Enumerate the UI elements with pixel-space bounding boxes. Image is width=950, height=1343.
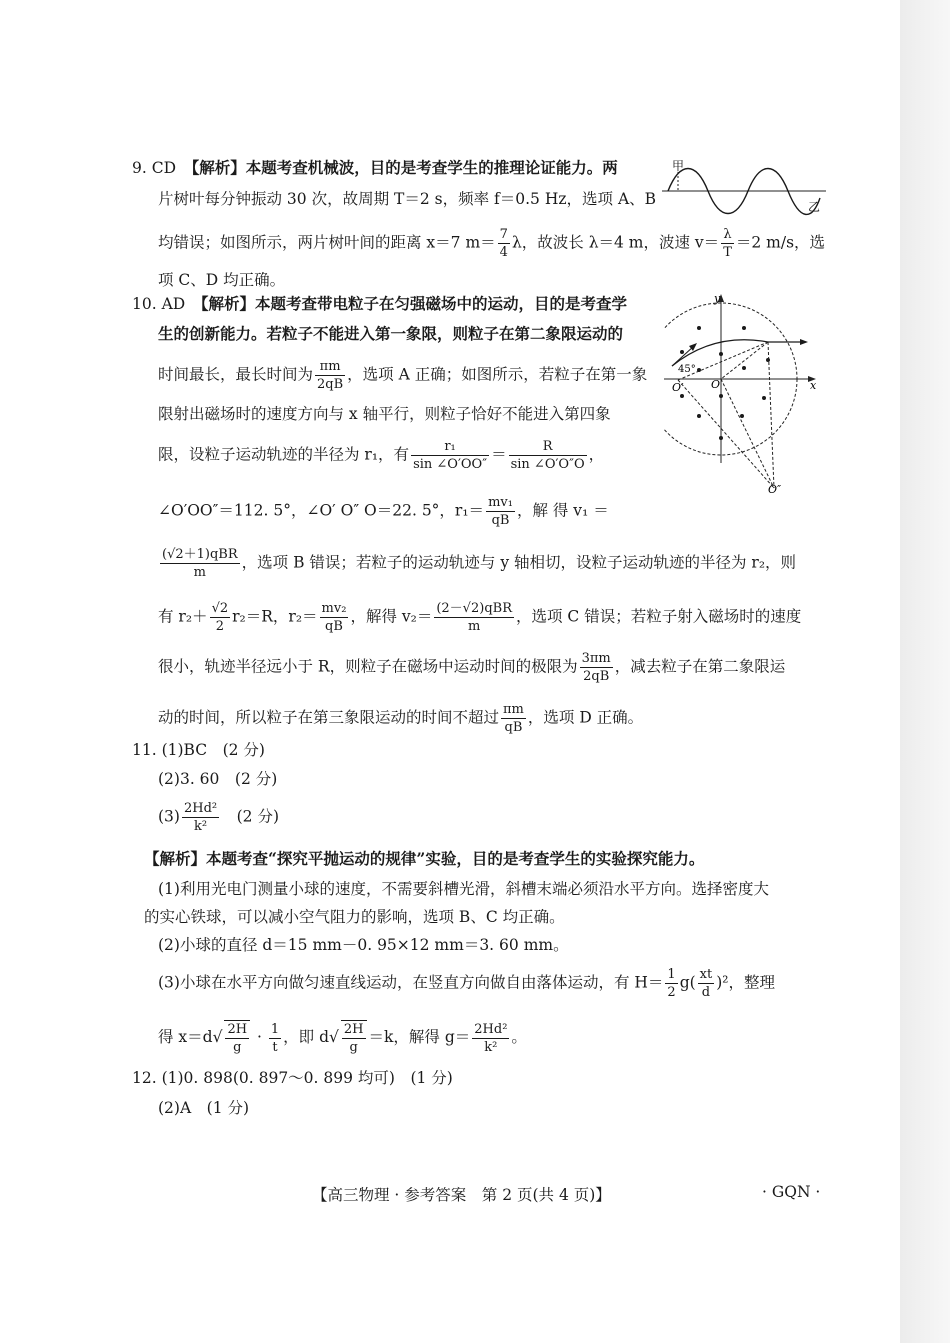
label-angle: 45° [678,364,696,375]
q10-line-9: 很小，轨迹半径远小于 R，则粒子在磁场中运动时间的极限为 $\frac{3\pi m}{2qB}$ ，减去粒子在第二象限运 [158,651,786,684]
center-line-1 [678,380,774,488]
fraction: (√2＋1)qBR m [162,547,238,580]
label-o-prime: O′ [672,381,684,394]
fraction: $\frac{7}{4}$ [499,227,508,260]
fraction: $\frac{\text{2Hd²}}{\text{k²}}$ [183,801,218,834]
page-edge-shadow [900,0,950,1343]
fraction: $\frac{R}{\sin \angle O'O''O}$ [510,439,585,472]
exit-velocity-arrow [800,339,808,345]
label-y: y [714,292,721,305]
q9-line-1: 9. CD 【解析】本题考查机械波，目的是考查学生的推理论证能力。两 [132,158,618,177]
fraction: $\frac{\pi m}{qB}$ [503,702,524,735]
q10-line-10: 动的时间，所以粒子在第三象限运动的时间不超过 $\frac{\pi m}{qB}$ ，选项 D 正确。 [158,702,644,735]
q10-line-8: 有 r₂＋ $\frac{√2}{2}$ r₂＝R，r₂＝ $\frac{\text{mv₂}}{qB}$ ，解得 v₂＝ (2－√2)qBR m ，选项 C 错误；若粒子射入磁场时的速度 [158,601,802,634]
fraction: $\frac{3\pi m}{2qB}$ [581,651,611,684]
page-footer: 【高三物理 · 参考答案 第 2 页(共 4 页)】 [312,1186,611,1204]
q10-line-5: 限，设粒子运动轨迹的半径为 r₁，有 $\frac{\text{r₁}}{\sin \angle O'OO''}$ ＝ $\frac{R}{\sin \angle O'O''O}$ ， [158,439,605,472]
magnetic-field-figure [664,288,824,503]
fraction: $\frac{xt}{d}$ [699,967,713,1000]
fraction: $\frac{\text{2Hd²}}{\text{k²}}$ [474,1021,508,1055]
field-dot [719,436,723,440]
fraction: $\frac{\text{mv₂}}{qB}$ [321,601,347,634]
fraction: (2－√2)qBR m [436,601,512,634]
center-line-2 [721,379,774,488]
q12-answer-1: 12. (1)0. 898(0. 897～0. 899 均可) (1 分) [132,1069,453,1087]
q11-answer-1: 11. (1)BC (2 分) [132,741,265,759]
q9-line-2: 片树叶每分钟振动 30 次，故周期 T＝2 s，频率 f＝0.5 Hz，选项 A、B [158,190,657,208]
label-jia: 甲 [672,159,685,173]
q10-line-2: 生的创新能力。若粒子不能进入第一象限，则粒子在第二象限运动的 [158,324,624,343]
q10-line-6: ∠O′OO″＝112. 5°，∠O′ O″ O＝22. 5°，r₁＝ $\frac{\text{mv₁}}{qB}$ ，解 得 v₁ ＝ [158,495,609,528]
label-yi: 乙 [808,200,821,214]
wave-figure [660,158,830,218]
q11-answer-3: (3) $\frac{\text{2Hd²}}{\text{k²}}$ (2 分) [158,801,280,834]
label-x: x [810,379,817,392]
fraction: $\frac{\text{r₁}}{\sin \angle O'OO''}$ [413,439,488,472]
field-dot [697,368,701,372]
q11-analysis-heading: 【解析】本题考查“探究平抛运动的规律”实验，目的是考查学生的实验探究能力。 [144,849,705,868]
q11-analysis-2: 的实心铁球，可以减小空气阻力的影响，选项 B、C 均正确。 [144,908,565,926]
field-dot [742,366,746,370]
fraction: $\frac{\text{mv₁}}{qB}$ [488,495,513,528]
field-dot [742,326,746,330]
fraction: $\frac{\pi m}{2qB}$ [317,359,344,392]
q11-analysis-1: (1)利用光电门测量小球的速度，不需要斜槽光滑，斜槽末端必须沿水平方向。选择密度大 [158,880,769,898]
fraction: $\frac{\lambda}{T}$ [723,227,732,260]
sqrt-fraction: $\frac{2H}{g}$ [341,1020,367,1056]
fraction: $\frac{√2}{2}$ [211,601,229,634]
q9-line-4: 项 C、D 均正确。 [158,271,286,289]
field-dots [680,326,770,440]
q11-answer-2: (2)3. 60 (2 分) [158,770,278,788]
q11-analysis-5: 得 x＝d√ $\frac{2H}{g}$ · $\frac{1}{t}$ ，即 d√ $\frac{2H}{g}$ ＝k，解得 g＝ $\frac{\text{2Hd²}}{\text{k²}}$ 。 [158,1021,527,1055]
q12-answer-2: (2)A (1 分) [158,1099,250,1117]
q10-line-7: (√2＋1)qBR m ，选项 B 错误；若粒子的运动轨迹与 y 轴相切，设粒子运动轨迹的半径为 r₂，则 [162,547,797,580]
q10-line-1: 10. AD 【解析】本题考查带电粒子在匀强磁场中的运动，目的是考查学 [132,294,627,313]
center-line-3 [768,342,774,488]
field-dot [697,326,701,330]
q11-analysis-4: (3)小球在水平方向做匀速直线运动，在竖直方向做自由落体运动，有 H＝ $\frac{1}{2}$ g( $\frac{xt}{d}$ )²，整理 [158,967,775,1000]
field-dot [762,396,766,400]
sqrt-fraction: $\frac{2H}{g}$ [224,1020,250,1056]
field-dot [740,414,744,418]
q11-analysis-3: (2)小球的直径 d＝15 mm－0. 95×12 mm＝3. 60 mm。 [158,936,569,954]
fraction: $\frac{1}{t}$ [270,1021,280,1055]
q9-line-3: 均错误；如图所示，两片树叶间的距离 x＝7 m＝ $\frac{7}{4}$ λ，故波长 λ＝4 m，波速 v＝ $\frac{\lambda}{T}$ ＝2 m/s，选 [158,227,826,260]
q10-line-3: 时间最长，最长时间为 $\frac{\pi m}{2qB}$ ，选项 A 正确；如图所示，若粒子在第一象 [158,359,648,392]
fraction: $\frac{1}{2}$ [667,967,676,1000]
footer-code: · GQN · [762,1183,821,1201]
field-dot [766,358,770,362]
chord-line [721,342,768,379]
field-dot [719,394,723,398]
field-dot [719,352,723,356]
field-dot [680,350,684,354]
entry-velocity [672,346,694,366]
q10-line-4: 限射出磁场时的速度方向与 x 轴平行，则粒子恰好不能进入第四象 [158,405,611,423]
label-o-double-prime: O″ [768,483,782,496]
field-dot [697,414,701,418]
field-dot [680,394,684,398]
label-o: O [711,378,721,391]
